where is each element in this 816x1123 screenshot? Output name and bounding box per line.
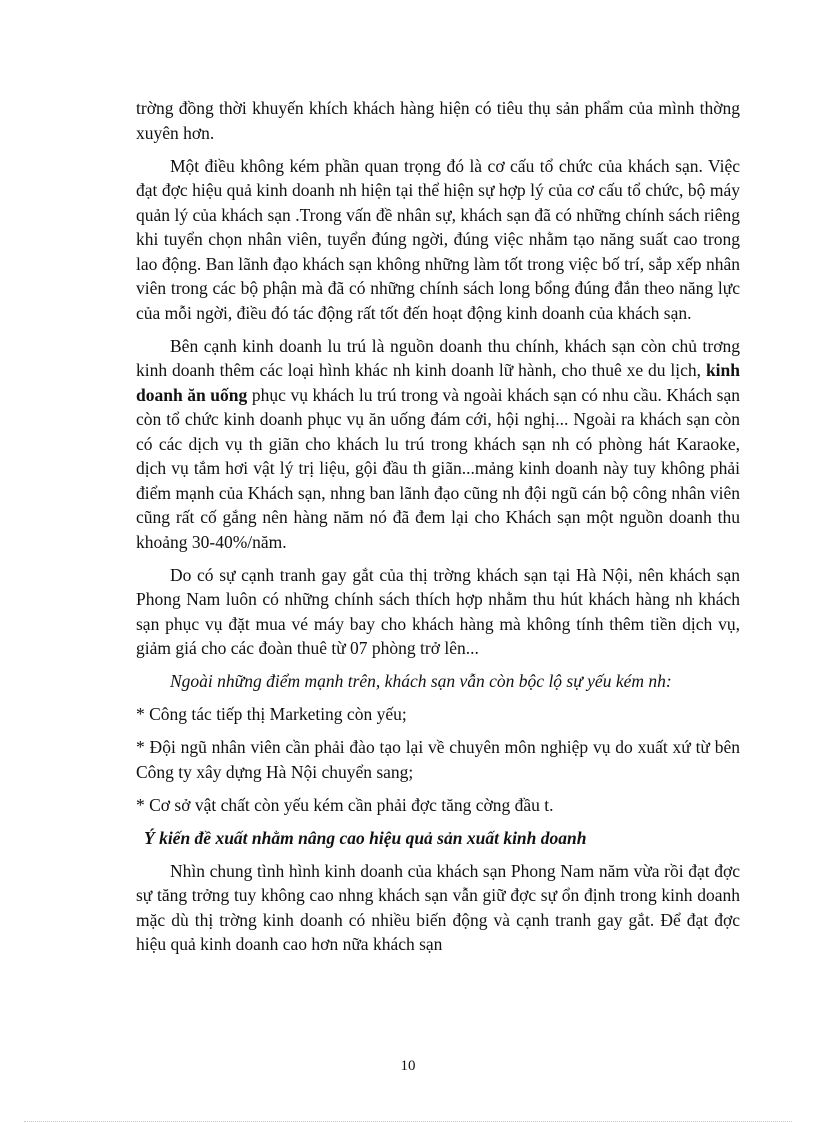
- weakness-intro: Ngoài những điểm mạnh trên, khách sạn vẫn còn bộc lộ sự yếu kém nh:: [170, 671, 672, 691]
- bold-phrase: kinh doanh ăn uống: [136, 360, 741, 405]
- section-heading: Ý kiến đề xuất nhằm nâng cao hiệu quả sản xuất kinh doanh: [144, 827, 587, 848]
- paragraph-3-end: phục vụ khách lu trú trong và ngoài khách sạn có nhu cầu. Khách sạn còn tổ chức kinh doanh phục vụ ăn uống đám cới, hội nghị... Ngoài ra khách sạn còn có các dịch vụ th giãn cho khách lu trú trong khách sạn nh có phòng hát Karaoke, dịch vụ tắm hơi vật lý trị liệu, gội đầu th giãn...mảng kinh doanh này tuy không phải điểm mạnh của Khách sạn, nhng ban lãnh đạo cũng nh đội ngũ cán bộ công nhân viên cũng rất cố gắng nên hàng năm nó đã đem lại cho Khách sạn một nguồn doanh thu khoảng 30-40%/năm.: [136, 384, 741, 552]
- paragraph-3: [136, 334, 740, 555]
- footer-divider: [24, 1121, 792, 1122]
- paragraph-4: Do có sự cạnh tranh gay gắt của thị trờng khách sạn tại Hà Nội, nên khách sạn Phong Nam luôn có những chính sách thích hợp nhằm thu hút khách hàng nh khách sạn phục vụ đặt mua vé máy bay cho khách hàng mà không tính thêm tiền dịch vụ, giảm giá cho các đoàn thuê từ 07 phòng trở lên...: [136, 564, 740, 658]
- body-text: [136, 96, 740, 965]
- paragraph-1: trờng đồng thời khuyến khích khách hàng hiện có tiêu thụ sản phẩm của mình thờng xuyên hơn.: [136, 98, 740, 143]
- paragraph-2: Một điều không kém phần quan trọng đó là cơ cấu tổ chức của khách sạn. Việc đạt đợc hiệu quả kinh doanh nh hiện tại thể hiện sự hợp lý của cơ cấu tổ chức, bộ máy quản lý của khách sạn .Trong vấn đề nhân sự, khách sạn đã có những chính sách riêng khi tuyển chọn nhân viên, tuyển đúng ngời, đúng việc nhằm tạo năng suất cao trong lao động. Ban lãnh đạo khách sạn không những làm tốt trong việc bố trí, sắp xếp nhân viên trong các bộ phận mà đã có những chính sách long bổng đúng đắn theo năng lực của mỗi ngời, điều đó tác động rất tốt đến hoạt động kinh doanh của khách sạn.: [136, 155, 740, 323]
- page-number: 10: [400, 1058, 416, 1074]
- paragraph-3-start: Bên cạnh kinh doanh lu trú là nguồn doanh thu chính, khách sạn còn chủ trơng kinh doanh thêm các loại hình khác nh kinh doanh lữ hành, cho thuê xe du lịch,: [136, 335, 740, 380]
- paragraph-6: Nhìn chung tình hình kinh doanh của khách sạn Phong Nam năm vừa rồi đạt đợc sự tăng trởng tuy không cao nhng khách sạn vẫn giữ đợc sự ổn định trong kinh doanh mặc dù thị trờng kinh doanh có nhiều biến động và cạnh tranh gay gắt. Để đạt đợc hiệu quả kinh doanh cao hơn nữa khách sạn: [136, 860, 740, 954]
- bullet-2: * Đội ngũ nhân viên cần phải đào tạo lại về chuyên môn nghiệp vụ do xuất xứ từ bên Công ty xây dựng Hà Nội chuyển sang;: [136, 737, 740, 782]
- bullet-1: * Công tác tiếp thị Marketing còn yếu;: [136, 704, 407, 724]
- bullet-3: * Cơ sở vật chất còn yếu kém cần phải đợc tăng cờng đầu t.: [136, 794, 554, 815]
